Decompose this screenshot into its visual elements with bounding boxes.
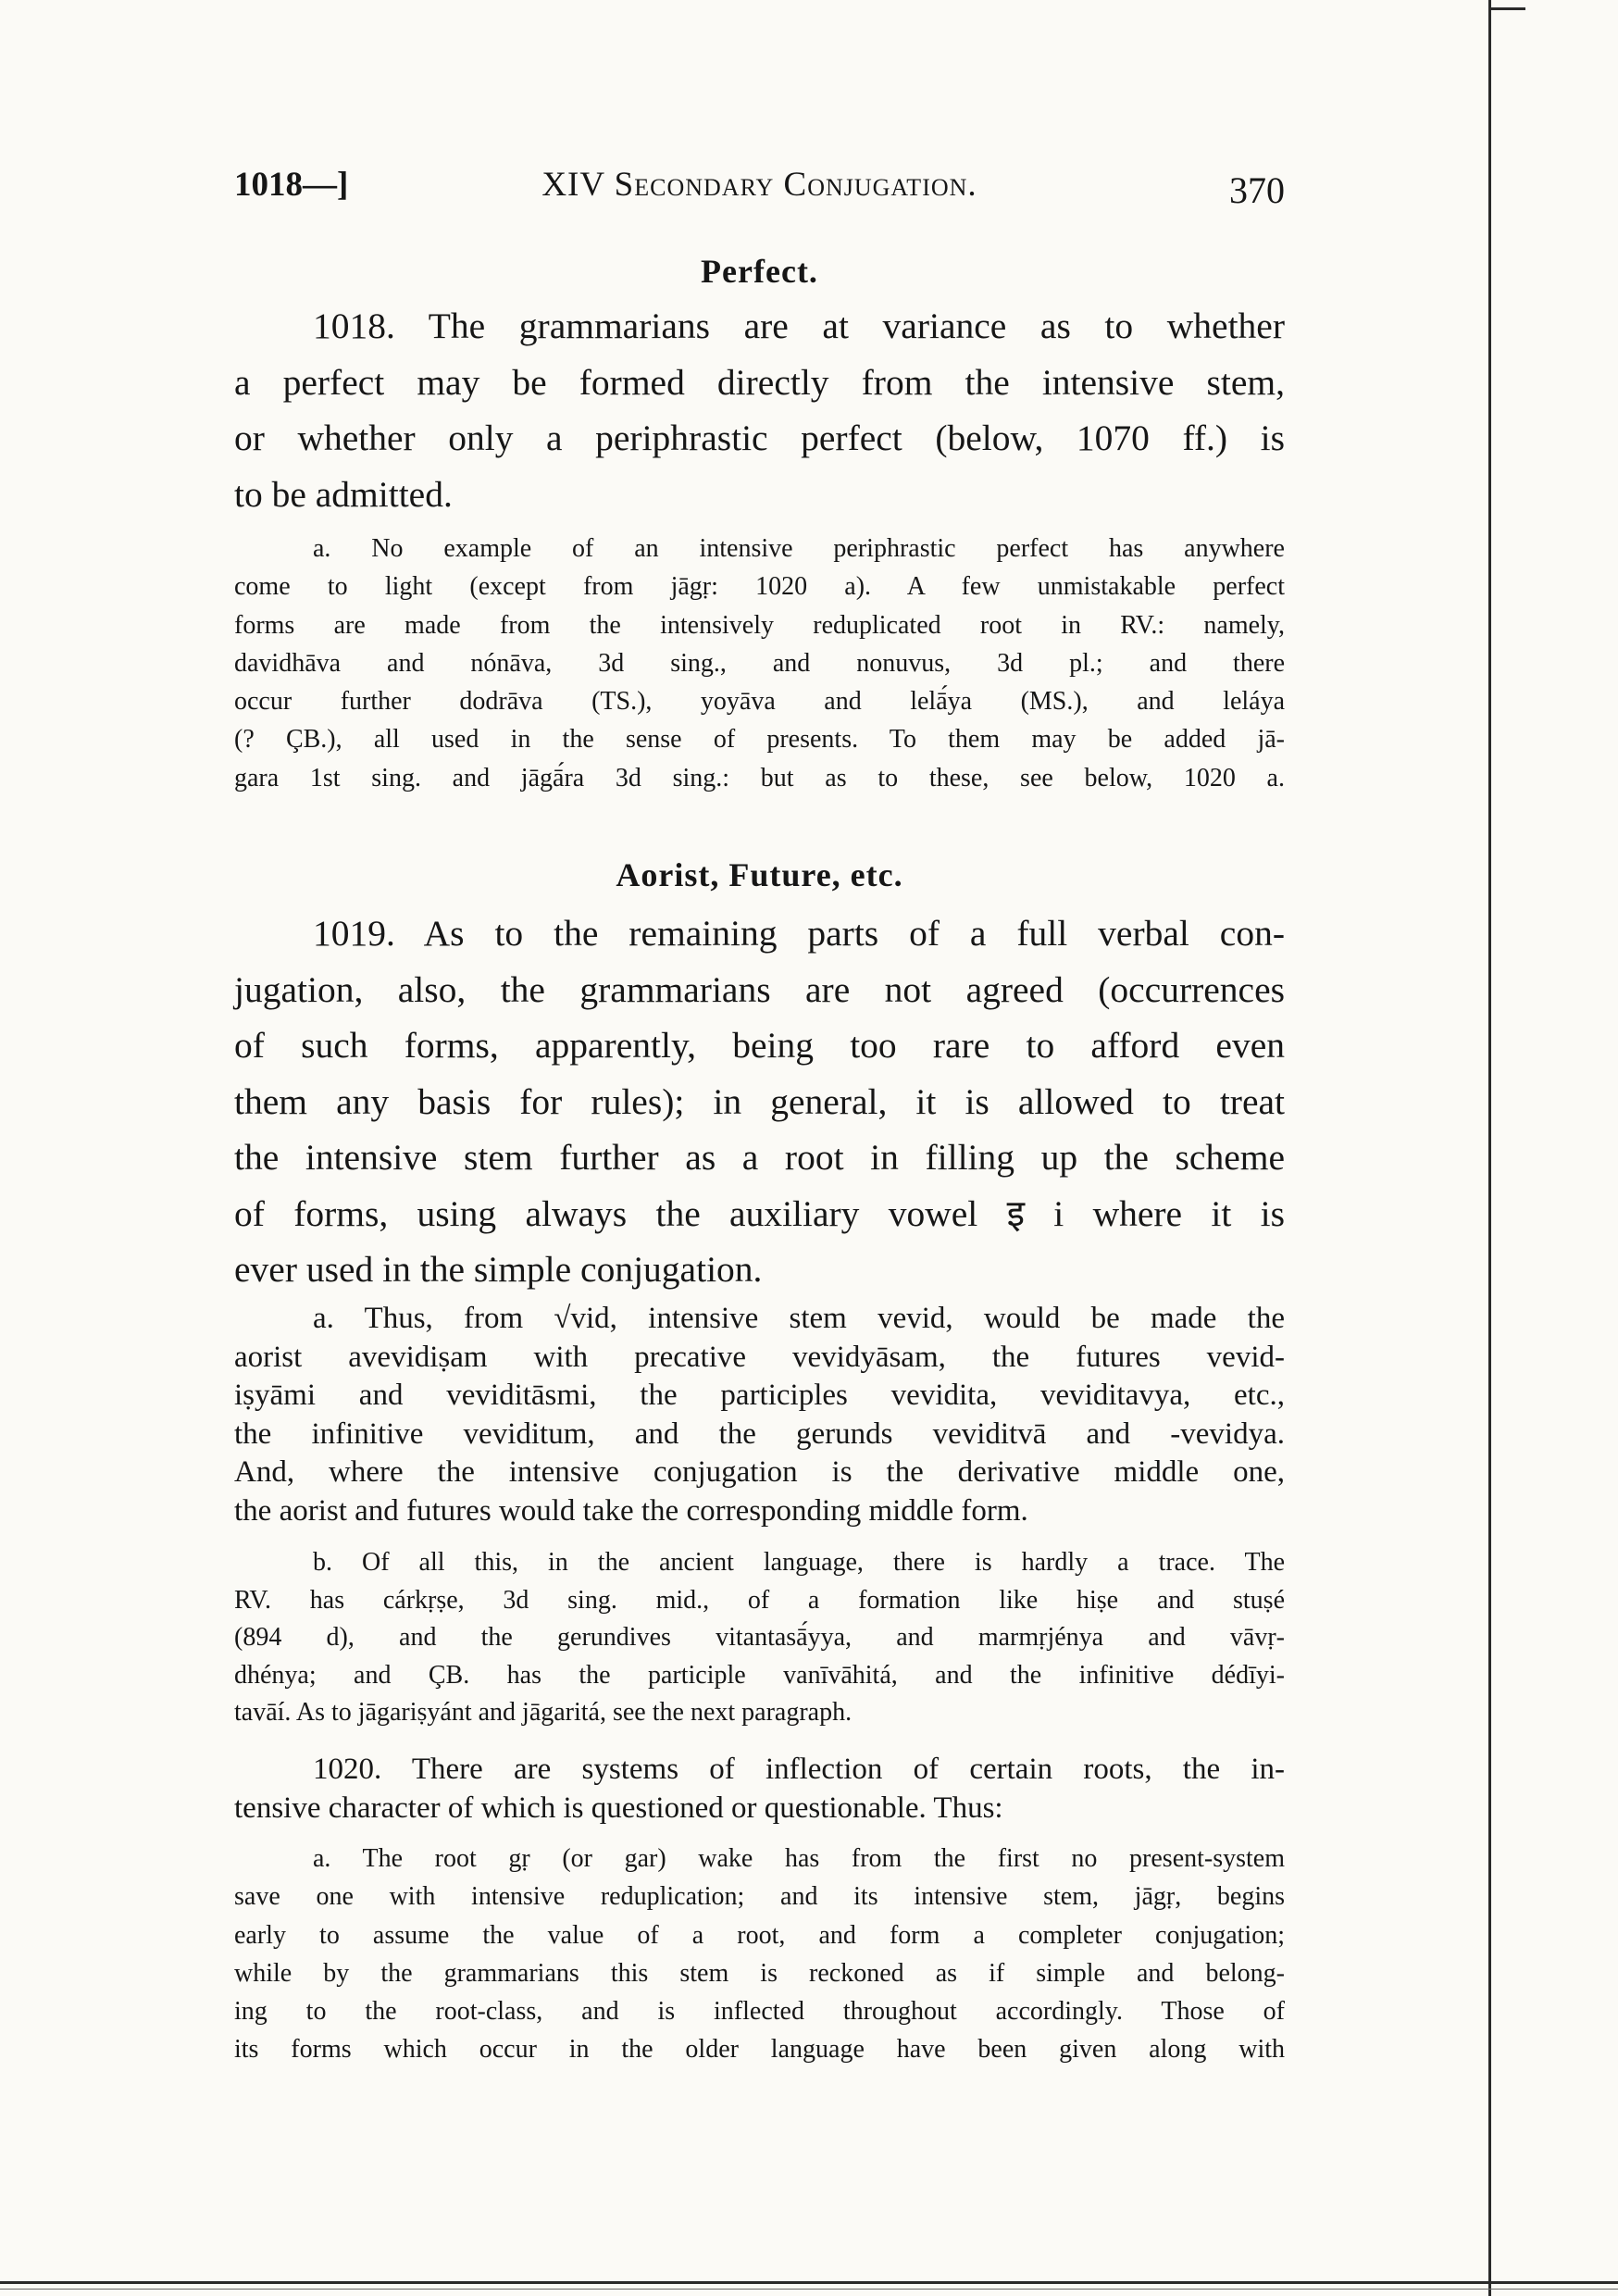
- section-reference: 1018—]: [234, 166, 349, 204]
- text-line: (? ÇB.), all used in the sense of presents. To them may be added jā-: [234, 725, 1285, 755]
- page-number: 370: [1229, 169, 1285, 211]
- paragraph-1019: [234, 905, 1285, 1298]
- text-line: save one with intensive reduplication; and its intensive stem, jāgṛ, begins: [234, 1882, 1285, 1912]
- section-heading-perfect: Perfect.: [701, 253, 818, 290]
- text-line: a perfect may be formed directly from the intensive stem,: [234, 361, 1285, 403]
- text-line: forms are made from the intensively reduplicated root in RV.: namely,: [234, 610, 1285, 640]
- text-line: them any basis for rules); in general, it is allowed to treat: [234, 1080, 1285, 1122]
- text-line: of forms, using always the auxiliary vowel इ i where it is: [234, 1192, 1285, 1234]
- text-line: ever used in the simple conjugation.: [234, 1249, 763, 1290]
- text-line: iṣyāmi and veviditāsmi, the participles vevidita, veviditavya, etc.,: [234, 1379, 1285, 1412]
- note-1019b: [234, 1544, 1285, 1732]
- section-heading-aorist: Aorist, Future, etc.: [616, 856, 903, 893]
- text-line: a. The root gṛ (or gar) wake has from the first no present-system: [313, 1844, 1285, 1873]
- chapter-title: XIV Secondary Conjugation.: [541, 166, 977, 204]
- text-line: of such forms, apparently, being too rare to afford even: [234, 1025, 1285, 1066]
- text-line: the infinitive veviditum, and the gerunds veviditvā and -vevidya.: [234, 1416, 1285, 1451]
- text-line: jugation, also, the grammarians are not agreed (occurrences: [234, 968, 1285, 1010]
- text-line: while by the grammarians this stem is reckoned as if simple and belong-: [234, 1958, 1285, 1988]
- text-line: early to assume the value of a root, and form a completer conjugation;: [234, 1920, 1285, 1950]
- text-line: (894 d), and the gerundives vitantasā́yya, and marmṛjénya and vāvṛ-: [234, 1623, 1285, 1652]
- text-line: aorist avevidiṣam with precative vevidyāsam, the futures vevid-: [234, 1340, 1285, 1374]
- paragraph-1018: [234, 298, 1285, 522]
- text-line: come to light (except from jāgṛ: 1020 a). A few unmistakable perfect: [234, 572, 1285, 602]
- text-line: davidhāva and nónāva, 3d sing., and nonuvus, 3d pl.; and there: [234, 648, 1285, 678]
- page-edge-corner: [1488, 7, 1525, 10]
- note-1020a: [234, 1840, 1285, 2069]
- text-line: 1020. There are systems of inflection of certain roots, the in-: [313, 1753, 1285, 1786]
- text-line: occur further dodrāva (TS.), yoyāva and lelā́ya (MS.), and leláya: [234, 687, 1285, 717]
- text-line: ing to the root-class, and is inflected throughout accordingly. Those of: [234, 1997, 1285, 2027]
- text-line: dhénya; and ÇB. has the participle vanīvāhitá, and the infinitive dédīyi-: [234, 1660, 1285, 1690]
- text-line: RV. has cárkṛṣe, 3d sing. mid., of a formation like hiṣe and stuṣé: [234, 1585, 1285, 1615]
- text-line: the aorist and futures would take the corresponding middle form.: [234, 1493, 1028, 1528]
- note-1019a: [234, 1300, 1285, 1530]
- text-line: a. Thus, from √vid, intensive stem vevid, would be made the: [313, 1302, 1285, 1335]
- running-head: [234, 156, 1285, 211]
- text-line: or whether only a periphrastic perfect (below, 1070 ff.) is: [234, 418, 1285, 458]
- text-line: the intensive stem further as a root in filling up the scheme: [234, 1137, 1285, 1178]
- text-line: gara 1st sing. and jāgā́ra 3d sing.: but as to these, see below, 1020 a.: [234, 763, 1285, 792]
- page-edge-right: [1488, 0, 1491, 2296]
- text-line: tavāí. As to jāgariṣyánt and jāgaritá, see the next paragraph.: [234, 1698, 853, 1727]
- text-line: 1019. As to the remaining parts of a full verbal con-: [313, 913, 1285, 954]
- text-line: 1018. The grammarians are at variance as to whether: [313, 306, 1285, 346]
- note-1018a: [234, 530, 1285, 797]
- text-line: tensive character of which is questioned or questionable. Thus:: [234, 1791, 1003, 1825]
- text-line: And, where the intensive conjugation is the derivative middle one,: [234, 1455, 1285, 1489]
- text-line: to be admitted.: [234, 473, 453, 515]
- paragraph-1020: [234, 1751, 1285, 1828]
- text-line: a. No example of an intensive periphrastic perfect has anywhere: [313, 534, 1285, 563]
- text-line: its forms which occur in the older language have been given along with: [234, 2035, 1285, 2065]
- text-line: b. Of all this, in the ancient language, there is hardly a trace. The: [313, 1548, 1285, 1577]
- page-edge-bottom: [0, 2281, 1618, 2284]
- page-edge-bottom-shadow: [0, 2289, 1618, 2290]
